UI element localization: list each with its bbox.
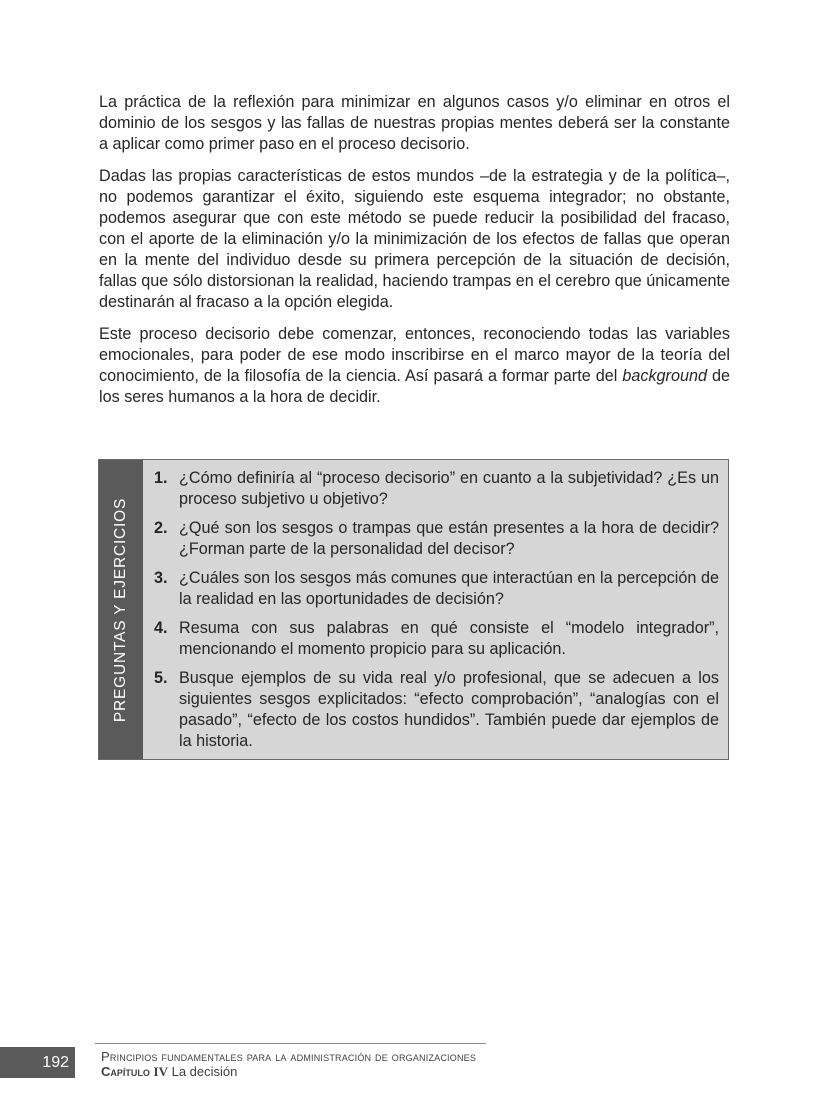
body-text [99,92,730,419]
exercises-tab [99,460,143,759]
exercise-item [154,568,719,610]
exercise-item [154,468,719,510]
exercise-text: Resuma con sus palabras en qué consiste el “modelo integrador”, mencionando el momento propicio para su aplicación. [179,619,719,658]
exercise-text: Busque ejemplos de su vida real y/o profesional, que se adecuen a los siguientes sesgos explicitados: “efecto comprobación”, “analogías con el pasado”, “efecto de los costos hundidos”. También puede dar ejemplos de la historia. [179,669,719,750]
exercise-number: 1. [154,469,168,487]
exercises-tab-label: PREGUNTAS Y EJERCICIOS [112,497,129,723]
page-number: 192 [42,1054,69,1071]
exercise-number: 3. [154,569,168,587]
paragraph-3-text-before: Este proceso decisorio debe comenzar, entonces, reconociendo todas las variables emocionales, para poder de ese modo inscribirse en el marco mayor de la teoría del conocimiento, de la filosofía de la ciencia. Así pasará a formar parte del [99,325,730,385]
footer-chapter-number: IV [153,1064,168,1079]
paragraph-3 [99,324,730,408]
exercise-text: ¿Cuáles son los sesgos más comunes que interactúan en la percepción de la realidad en las oportunidades de decisión? [179,569,719,608]
exercise-number: 4. [154,619,168,637]
page-number-box [0,1047,75,1078]
paragraph-1: La práctica de la reflexión para minimizar en algunos casos y/o eliminar en otros el dominio de los sesgos y las fallas de nuestras propias mentes deberá ser la constante a aplicar como primer paso en el proceso decisorio. [99,93,730,153]
paragraph-2: Dadas las propias características de estos mundos –de la estrategia y de la política–, no podemos garantizar el éxito, siguiendo este esquema integrador; no obstante, podemos asegurar que con este método se puede reducir la posibilidad del fracaso, con el aporte de la eliminación y/o la minimización de los efectos de fallas que operan en la mente del individuo desde su primera percepción de la situación de decisión, fallas que sólo distorsionan la realidad, haciendo trampas en el cerebro que únicamente destinarán al fracaso a la opción elegida. [99,167,730,311]
exercise-text: ¿Cómo definiría al “proceso decisorio” en cuanto a la subjetividad? ¿Es un proceso subjetivo u objetivo? [179,469,719,508]
paragraph-3-text-after: de los seres humanos a la hora de decidir. [99,367,730,406]
footer-chapter [101,1064,237,1080]
exercise-list [154,468,719,760]
exercise-item [154,668,719,752]
exercises-box [98,459,729,760]
footer-chapter-title: La decisión [171,1064,238,1079]
exercise-number: 2. [154,519,168,537]
exercise-text: ¿Qué son los sesgos o trampas que están presentes a la hora de decidir? ¿Forman parte de la personalidad del decisor? [179,519,719,558]
footer-divider [95,1043,486,1044]
footer-chapter-word: Capítulo [101,1064,150,1079]
exercise-item [154,618,719,660]
exercise-item [154,518,719,560]
paragraph-3-emphasis: background [622,367,707,385]
footer-book-title: Principios fundamentales para la administración de organizaciones [101,1049,477,1064]
exercise-number: 5. [154,669,168,687]
